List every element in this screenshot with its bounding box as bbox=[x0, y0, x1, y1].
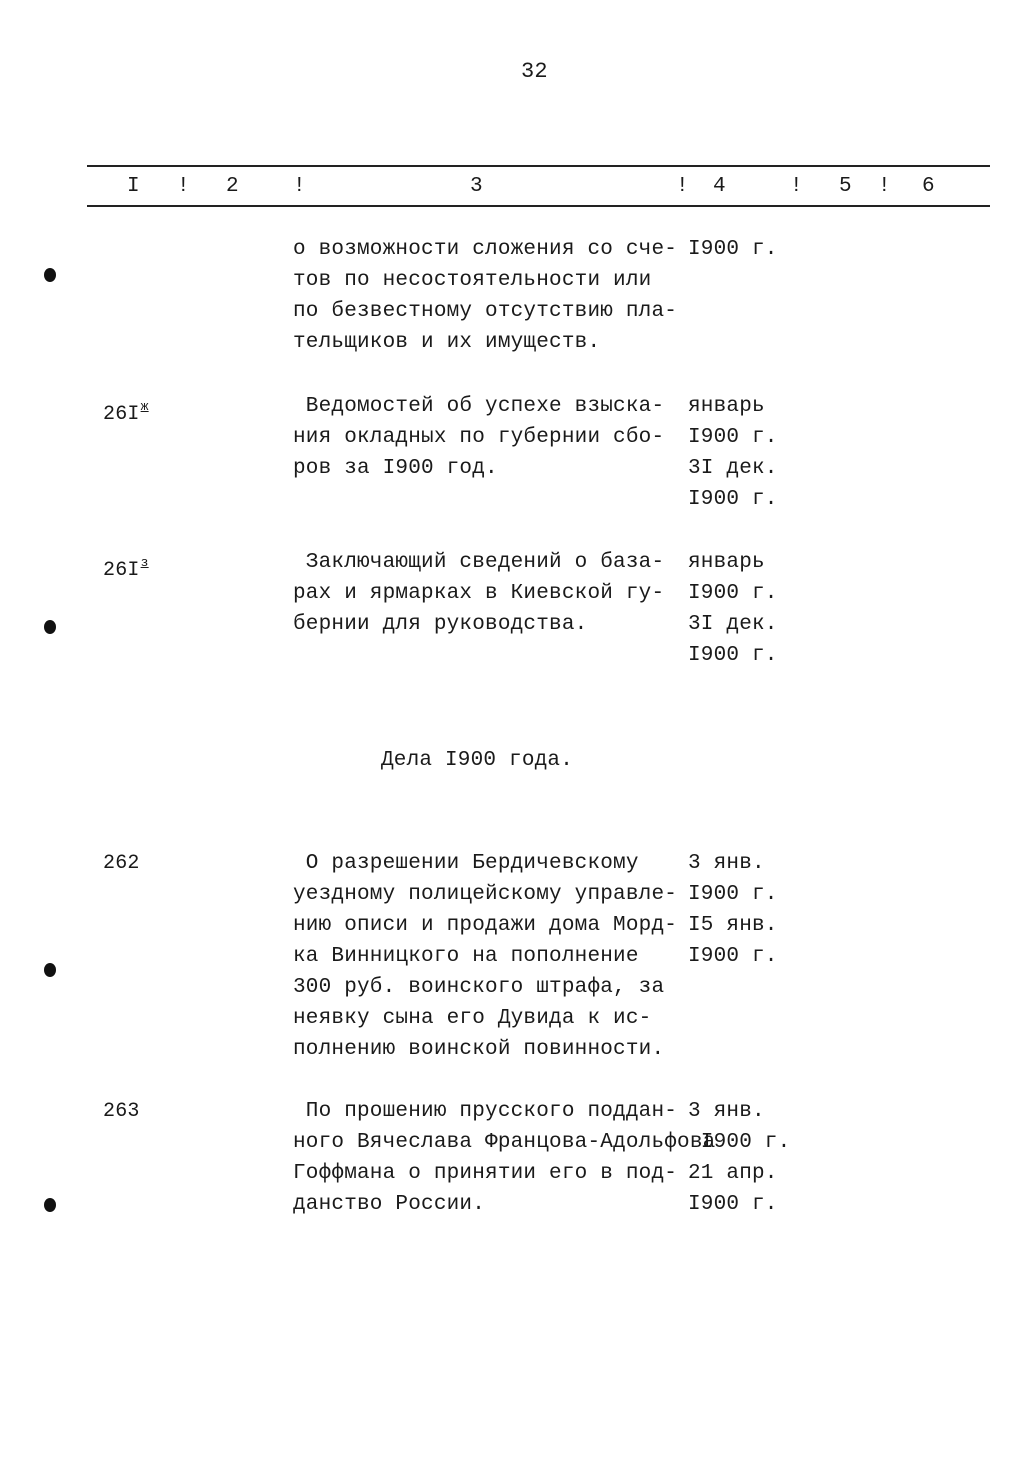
table-header-bottom-rule bbox=[87, 205, 990, 207]
entry-description: По прошению прусского поддан- ного Вячеслава Францова-Адольфова Гоффмана о принятии его в под- данство России. bbox=[293, 1100, 716, 1216]
column-header-1: I bbox=[127, 175, 140, 198]
entry-dates: январь I900 г. 3I дек. I900 г. bbox=[688, 551, 778, 667]
page-number: 32 bbox=[521, 59, 548, 84]
entry-dates: 3 янв. I900 г. I5 янв. I900 г. bbox=[688, 852, 778, 968]
entry-number: 262 bbox=[103, 852, 140, 875]
entry-dates: 3 янв. I900 г. 21 апр. I900 г. bbox=[688, 1100, 791, 1216]
column-separator: ! bbox=[177, 175, 190, 198]
column-separator: ! bbox=[676, 175, 689, 198]
punch-hole-mark bbox=[44, 268, 56, 282]
column-header-2: 2 bbox=[226, 175, 239, 198]
entry-dates: январь I900 г. 3I дек. I900 г. bbox=[688, 395, 778, 511]
entry-dates: I900 г. bbox=[688, 238, 778, 261]
punch-hole-mark bbox=[44, 1198, 56, 1212]
entry-number: 263 bbox=[103, 1100, 140, 1123]
entry-description: Заключающий сведений о база- рах и ярмарках в Киевской гу- бернии для руководства. bbox=[293, 551, 665, 636]
entry-number-main: 26I bbox=[103, 559, 140, 582]
entry-number-suffix: з bbox=[140, 555, 149, 570]
entry-number-suffix: ж bbox=[140, 399, 149, 414]
entry-description: О разрешении Бердичевскому уездному полицейскому управле- нию описи и продажи дома Морд- ка Винницкого на пополнение 300 руб. воинского штрафа, за неявку сына его Дувида к ис- полнению воинской повинности. bbox=[293, 852, 678, 1061]
punch-hole-mark bbox=[44, 963, 56, 977]
entry-description: о возможности сложения со сче- тов по несостоятельности или по безвестному отсутствию пла- тельщиков и их имуществ. bbox=[293, 238, 678, 354]
column-header-3: 3 bbox=[470, 175, 483, 198]
entry-number bbox=[103, 547, 149, 586]
column-header-5: 5 bbox=[839, 175, 852, 198]
entry-number bbox=[103, 391, 149, 430]
punch-hole-mark bbox=[44, 620, 56, 634]
column-separator: ! bbox=[790, 175, 803, 198]
entry-number-main: 26I bbox=[103, 403, 140, 426]
column-separator: ! bbox=[878, 175, 891, 198]
section-heading: Дела I900 года. bbox=[381, 749, 574, 772]
column-separator: ! bbox=[293, 175, 306, 198]
column-header-6: 6 bbox=[922, 175, 935, 198]
table-header-top-rule bbox=[87, 165, 990, 167]
column-header-4: 4 bbox=[713, 175, 726, 198]
entry-description: Ведомостей об успехе взыска- ния окладных по губернии сбо- ров за I900 год. bbox=[293, 395, 665, 480]
